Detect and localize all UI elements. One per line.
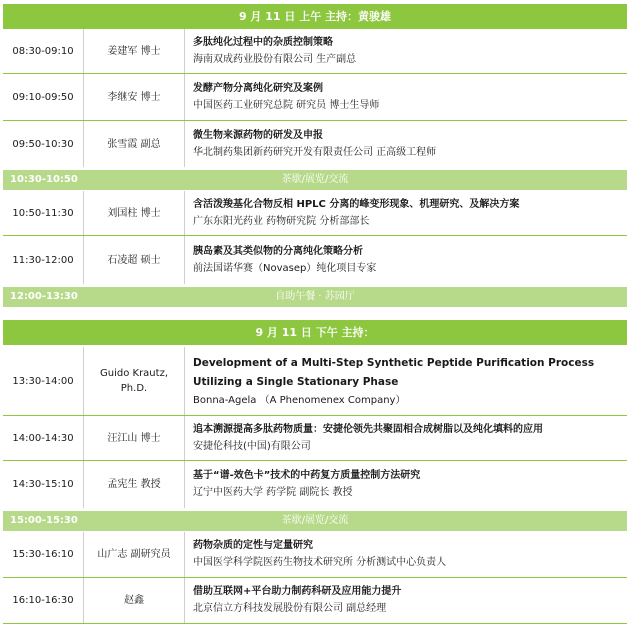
agenda-row — [3, 121, 627, 167]
talk-title: 追本溯源提高多肽药物质量：安捷伦领先共聚固相合成树脂以及纯化填料的应用 — [193, 423, 543, 435]
row-speaker: 张雪霞 副总 — [84, 121, 185, 167]
talk-title: 多肽纯化过程中的杂质控制策略 — [193, 36, 333, 48]
talk-title: 发酵产物分离纯化研究及案例 — [193, 82, 323, 94]
lunch-band — [3, 287, 627, 307]
row-speaker: 山广志 副研究员 — [84, 532, 185, 577]
row-content — [193, 191, 623, 235]
speaker-affiliation: 华北制药集团新药研究开发有限责任公司 正高级工程师 — [193, 146, 437, 158]
row-time: 16:10-16:30 — [3, 578, 84, 623]
talk-title: 药物杂质的定性与定量研究 — [193, 540, 313, 551]
talk-title: 含活泼羧基化合物反相 HPLC 分离的峰变形现象、机理研究、及解决方案 — [193, 198, 520, 210]
talk-title: 胰岛素及其类似物的分离纯化策略分析 — [193, 245, 363, 257]
agenda-row — [3, 191, 627, 236]
agenda-row — [3, 578, 627, 624]
row-time: 09:10-09:50 — [3, 74, 84, 120]
talk-title: Development of a Multi-Step Synthetic Peptide Purification Process Utilizing a Single Stationary Phase — [193, 356, 595, 388]
break-label: 茶歇/展览/交流 — [281, 515, 349, 526]
row-content — [193, 532, 623, 577]
speaker-affiliation: 中国医药工业研究总院 研究员 博士生导师 — [193, 99, 380, 111]
agenda-row — [3, 74, 627, 121]
speaker-affiliation: 广东东阳光药业 药物研究院 分析部部长 — [193, 215, 370, 227]
agenda-row — [3, 347, 627, 416]
speaker-affiliation: 辽宁中医药大学 药学院 副院长 教授 — [193, 487, 353, 498]
talk-title: 微生物来源药物的研发及申报 — [193, 129, 323, 141]
talk-title: 借助互联网+平台助力制药科研及应用能力提升 — [193, 586, 402, 597]
session-header-morning: 9 月 11 日 上午 主持：黄骏雄 — [3, 4, 627, 29]
break-band — [3, 170, 627, 190]
agenda-row — [3, 29, 627, 74]
row-time: 09:50-10:30 — [3, 121, 84, 167]
agenda-row — [3, 416, 627, 461]
lunch-time: 12:00-13:30 — [10, 291, 78, 302]
agenda-row — [3, 532, 627, 578]
row-speaker: 汪江山 博士 — [84, 416, 185, 460]
speaker-affiliation: 中国医学科学院医药生物技术研究所 分析测试中心负责人 — [193, 557, 447, 568]
row-content — [193, 74, 623, 120]
break-band — [3, 511, 627, 531]
row-content — [193, 347, 623, 415]
row-speaker: 姜建军 博士 — [84, 29, 185, 73]
speaker-affiliation: 海南双成药业股份有限公司 生产副总 — [193, 53, 357, 65]
row-time: 08:30-09:10 — [3, 29, 84, 73]
row-time: 11:30-12:00 — [3, 236, 84, 284]
row-speaker: 刘国柱 博士 — [84, 191, 185, 235]
speaker-affiliation: 前法国诺华赛（Novasep）纯化项目专家 — [193, 262, 377, 274]
row-time: 13:30-14:00 — [3, 347, 84, 415]
row-time: 15:30-16:10 — [3, 532, 84, 577]
break-time: 10:30-10:50 — [10, 174, 78, 185]
row-content — [193, 121, 623, 167]
row-content — [193, 461, 623, 508]
session-header-afternoon: 9 月 11 日 下午 主持： — [3, 320, 627, 345]
row-speaker: 孟宪生 教授 — [84, 461, 185, 508]
speaker-affiliation: 安捷伦科技(中国)有限公司 — [193, 440, 311, 452]
row-speaker: 李继安 博士 — [84, 74, 185, 120]
row-time: 10:50-11:30 — [3, 191, 84, 235]
speaker-affiliation: 北京信立方科技发展股份有限公司 副总经理 — [193, 603, 387, 614]
row-content — [193, 578, 623, 623]
row-content — [193, 29, 623, 73]
talk-title: 基于“谱-效色卡”技术的中药复方质量控制方法研究 — [193, 470, 421, 481]
row-speaker: 赵鑫 — [84, 578, 185, 623]
lunch-label: 自助午餐 · 苏园厅 — [275, 291, 355, 302]
speaker-affiliation: Bonna-Agela （A Phenomenex Company） — [193, 394, 406, 406]
row-time: 14:00-14:30 — [3, 416, 84, 460]
row-time: 14:30-15:10 — [3, 461, 84, 508]
break-label: 茶歇/展览/交流 — [281, 174, 349, 185]
break-time: 15:00-15:30 — [10, 515, 78, 526]
agenda-row — [3, 461, 627, 508]
row-content — [193, 236, 623, 284]
row-speaker: 石凌超 硕士 — [84, 236, 185, 284]
agenda-row — [3, 236, 627, 284]
row-speaker: Guido Krautz, Ph.D. — [84, 347, 185, 415]
row-content — [193, 416, 623, 460]
